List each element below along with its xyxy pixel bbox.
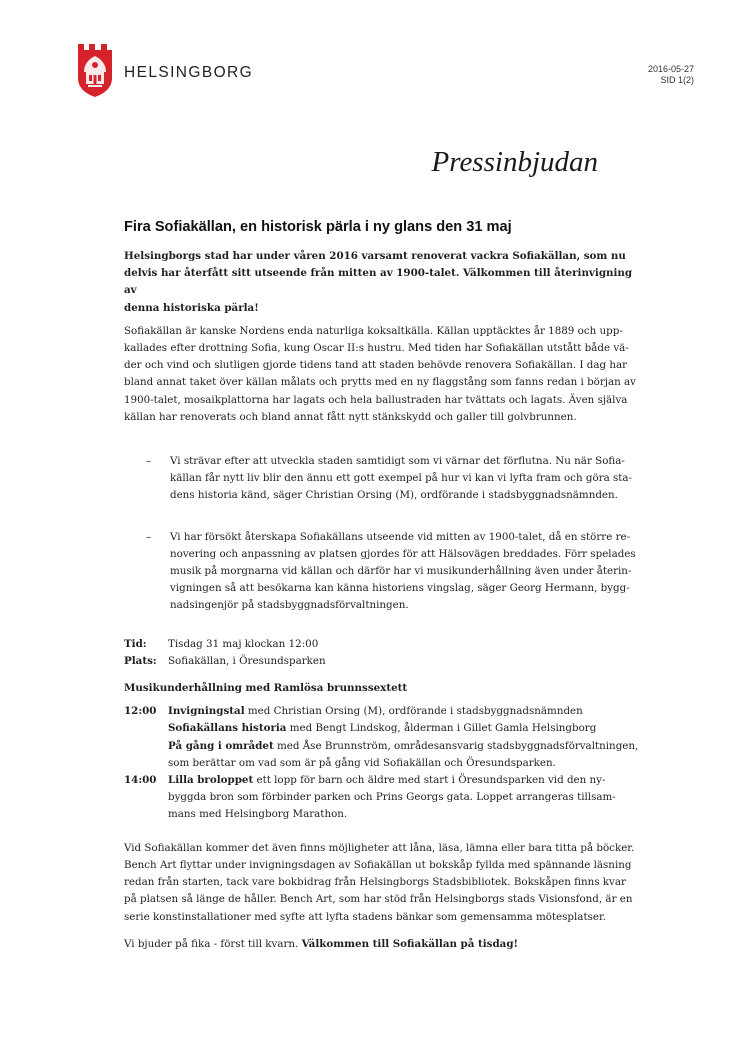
intro-paragraph xyxy=(124,323,644,426)
schedule-item-detail: ett lopp för barn och äldre med start i Öresundsparken vid den ny- xyxy=(253,774,606,787)
text-line: Vi har försökt återskapa Sofiakällans utseende vid mitten av 1900-talet, då en större re- xyxy=(170,530,631,543)
schedule xyxy=(124,703,644,823)
place-value: Sofiakällan, i Öresundsparken xyxy=(168,654,326,667)
text-line: vigningen så att besökarna kan känna historiens vingslag, säger Georg Hermann, bygg- xyxy=(170,582,630,595)
schedule-item-detail: med Christian Orsing (M), ordförande i stadsbyggnadsnämnden xyxy=(244,705,583,718)
schedule-item-title: Invigningstal xyxy=(168,705,245,718)
text-line: kallades efter drottning Sofia, kung Oscar II:s hustru. Med tiden har Sofiakällan utstått både vä- xyxy=(124,342,629,355)
text-line: Helsingborgs stad har under våren 2016 varsamt renoverat vackra Sofiakällan, som nu xyxy=(124,250,626,262)
closing-line xyxy=(124,936,644,953)
text-line: källan får nytt liv blir den ännu ett gott exempel på hur vi kan vi lyfta fram och göra sta- xyxy=(170,472,633,485)
text-line: Sofiakällan är kanske Nordens enda naturliga koksaltkälla. Källan upptäcktes år 1889 och upp- xyxy=(124,324,623,337)
closing-welcome: Välkommen till Sofiakällan på tisdag! xyxy=(301,937,519,950)
document-meta xyxy=(648,64,694,85)
schedule-time: 14:00 xyxy=(124,774,157,787)
schedule-item-title: Sofiakällans historia xyxy=(168,722,287,735)
article-headline: Fira Sofiakällan, en historisk pärla i ny glans den 31 maj xyxy=(124,219,512,235)
music-heading: Musikunderhållning med Ramlösa brunnssextett xyxy=(124,682,408,695)
text-line: bland annat taket över källan målats och prytts med en ny flaggstång som fanns redan i början av xyxy=(124,376,636,389)
document-type-title: Pressinbjudan xyxy=(431,146,598,178)
dash-marker: – xyxy=(146,455,152,468)
text-line: redan från starten, tack vare bokbidrag från Helsingborgs Stadsbibliotek. Bokskåpen finns kvar xyxy=(124,876,626,889)
schedule-entry xyxy=(124,772,644,824)
dash-marker: – xyxy=(146,530,152,543)
text-line: delvis har återfått sitt utseende från mitten av 1900-talet. Välkommen till återinvigning av xyxy=(124,267,633,297)
text-line: 1900-talet, mosaikplattorna har lagats och hela ballustraden har tvättats och lagats. Även själva xyxy=(124,393,628,406)
schedule-item-detail: med Bengt Lindskog, ålderman i Gillet Gamla Helsingborg xyxy=(286,722,597,735)
bench-art-paragraph xyxy=(124,840,644,926)
brand-name: HELSINGBORG xyxy=(124,64,254,81)
document-date: 2016-05-27 xyxy=(647,64,694,74)
text-line: som berättar om vad som är på gång vid Sofiakällan och Öresundsparken. xyxy=(168,756,556,769)
page-number: SID 1(2) xyxy=(660,74,694,85)
text-line: der och vind och slutligen gjorde tidens tand att staden behövde renovera Sofiakällan. I dag har xyxy=(124,359,628,372)
helsingborg-crest-logo xyxy=(76,42,114,98)
text-line: mans med Helsingborg Marathon. xyxy=(168,808,348,821)
quote-hermann xyxy=(124,529,644,615)
text-line: Vi strävar efter att utveckla staden samtidigt som vi värnar det förflutna. Nu när Sofia- xyxy=(170,455,625,468)
text-line xyxy=(168,703,644,720)
time-row xyxy=(124,636,644,653)
schedule-item-detail: med Åse Brunnström, områdesansvarig stadsbyggnadsförvaltningen, xyxy=(273,739,639,752)
schedule-item-title: På gång i området xyxy=(168,739,274,752)
text-line: musik på morgnarna vid källan och därför har vi musikunderhållning även under återin- xyxy=(170,565,632,578)
text-line: byggda bron som förbinder parken och Prins Georgs gata. Loppet arrangeras tillsam- xyxy=(168,791,616,804)
text-line xyxy=(168,738,644,755)
text-line: serie konstinstallationer med syfte att lyfta stadens bänkar som gemensamma mötesplatser. xyxy=(124,910,607,923)
closing-text: Vi bjuder på fika - först till kvarn. xyxy=(124,937,302,950)
text-line: dens historia känd, säger Christian Orsing (M), ordförande i stadsbyggnadsnämnden. xyxy=(170,489,618,502)
quote-orsing xyxy=(124,453,644,505)
place-row xyxy=(124,653,644,670)
time-value: Tisdag 31 maj klockan 12:00 xyxy=(168,637,319,650)
time-label: Tid: xyxy=(124,637,147,650)
text-line: Vid Sofiakällan kommer det även finns möjligheter att låna, läsa, lämna eller bara titta på böcker. xyxy=(124,841,635,854)
text-line: källan har renoverats och bland annat fått nytt stänkskydd och galler till golvbrunnen. xyxy=(124,410,577,423)
event-info xyxy=(124,636,644,670)
text-line: på platsen så länge de håller. Bench Art, som har stöd från Helsingborgs stads Visionsfond, är en xyxy=(124,893,633,906)
text-line xyxy=(168,772,644,789)
schedule-time: 12:00 xyxy=(124,705,157,718)
text-line xyxy=(168,720,644,737)
schedule-entry xyxy=(124,703,644,772)
schedule-item-title: Lilla broloppet xyxy=(168,774,254,787)
text-line: denna historiska pärla! xyxy=(124,301,259,314)
article-body xyxy=(124,248,644,953)
place-label: Plats: xyxy=(124,654,157,667)
text-line: Bench Art flyttar under invigningsdagen av Sofiakällan ut bokskåp fyllda med spännande läsning xyxy=(124,858,632,871)
lead-paragraph xyxy=(124,248,644,317)
text-line: novering och anpassning av platsen gjordes för att Hälsovägen breddades. Förr spelades xyxy=(170,547,636,560)
text-line: nadsingenjör på stadsbyggnadsförvaltningen. xyxy=(170,599,409,612)
